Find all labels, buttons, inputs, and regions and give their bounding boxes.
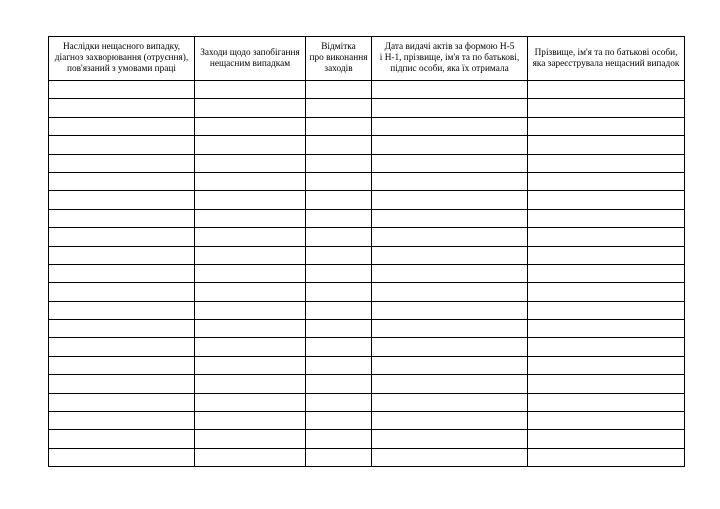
table-cell <box>528 301 685 319</box>
table-cell <box>372 117 528 135</box>
table-cell <box>372 99 528 117</box>
table-cell <box>528 283 685 301</box>
table-cell <box>306 301 372 319</box>
table-cell <box>306 191 372 209</box>
column-header-prevention-measures: Заходи щодо запобігання нещасним випадкам <box>195 37 306 81</box>
table-cell <box>306 99 372 117</box>
table-cell <box>49 99 195 117</box>
table-cell <box>195 412 306 430</box>
table-cell <box>372 228 528 246</box>
table-cell <box>306 246 372 264</box>
table-cell <box>49 228 195 246</box>
table-row <box>49 338 685 356</box>
table-cell <box>195 228 306 246</box>
table-cell <box>306 81 372 99</box>
table-row <box>49 81 685 99</box>
column-header-act-issue-date: Дата видачі актів за формою Н-5 і Н-1, прізвище, ім'я та по батькові, підпис особи, яка їх отримала <box>372 37 528 81</box>
table-cell <box>528 191 685 209</box>
table-cell <box>49 81 195 99</box>
table-cell <box>528 246 685 264</box>
table-row <box>49 117 685 135</box>
column-header-completion-mark: Відмітка про виконання заходів <box>306 37 372 81</box>
table-cell <box>372 209 528 227</box>
table-cell <box>372 448 528 466</box>
table-cell <box>195 338 306 356</box>
table-cell <box>528 264 685 282</box>
table-row <box>49 412 685 430</box>
table-cell <box>195 375 306 393</box>
table-cell <box>528 393 685 411</box>
table-cell <box>49 430 195 448</box>
table-cell <box>306 117 372 135</box>
table-cell <box>49 172 195 190</box>
table-cell <box>528 448 685 466</box>
table-cell <box>306 209 372 227</box>
table-cell <box>49 136 195 154</box>
table-body <box>49 81 685 467</box>
table-cell <box>372 81 528 99</box>
table-cell <box>528 117 685 135</box>
table-cell <box>372 191 528 209</box>
table-row <box>49 172 685 190</box>
table-cell <box>528 136 685 154</box>
table-cell <box>195 301 306 319</box>
table-cell <box>49 301 195 319</box>
table-cell <box>372 430 528 448</box>
table-cell <box>195 448 306 466</box>
table-cell <box>372 246 528 264</box>
table-cell <box>528 338 685 356</box>
table-cell <box>372 301 528 319</box>
table-cell <box>195 136 306 154</box>
table-cell <box>49 448 195 466</box>
table-cell <box>49 393 195 411</box>
table-cell <box>195 99 306 117</box>
table-cell <box>49 338 195 356</box>
table-cell <box>306 136 372 154</box>
table-cell <box>372 283 528 301</box>
table-cell <box>195 393 306 411</box>
table-cell <box>306 283 372 301</box>
table-cell <box>49 356 195 374</box>
table-row <box>49 375 685 393</box>
table-cell <box>372 154 528 172</box>
table-row <box>49 320 685 338</box>
table-cell <box>528 172 685 190</box>
table-cell <box>306 228 372 246</box>
table-cell <box>195 264 306 282</box>
table-cell <box>372 172 528 190</box>
table-cell <box>49 191 195 209</box>
table-cell <box>528 209 685 227</box>
table-cell <box>195 209 306 227</box>
table-cell <box>195 430 306 448</box>
table-cell <box>306 393 372 411</box>
table-cell <box>49 320 195 338</box>
table-row <box>49 228 685 246</box>
column-header-registrar-name: Прізвище, ім'я та по батькові особи, яка зареєструвала нещасний випадок <box>528 37 685 81</box>
table-cell <box>195 117 306 135</box>
table-row <box>49 209 685 227</box>
table-cell <box>195 191 306 209</box>
table-row <box>49 246 685 264</box>
incident-journal-table <box>48 36 685 467</box>
table-cell <box>306 375 372 393</box>
table-row <box>49 99 685 117</box>
table-cell <box>306 448 372 466</box>
table-cell <box>49 264 195 282</box>
table-cell <box>195 172 306 190</box>
table-cell <box>306 356 372 374</box>
table-cell <box>49 209 195 227</box>
table-cell <box>195 320 306 338</box>
table-cell <box>49 375 195 393</box>
table-cell <box>306 172 372 190</box>
table-cell <box>306 320 372 338</box>
table-row <box>49 154 685 172</box>
table-cell <box>49 283 195 301</box>
table-cell <box>372 264 528 282</box>
table-row <box>49 430 685 448</box>
table-cell <box>372 412 528 430</box>
table-cell <box>372 375 528 393</box>
table-cell <box>372 356 528 374</box>
table-cell <box>372 393 528 411</box>
table-cell <box>528 320 685 338</box>
table-row <box>49 264 685 282</box>
table-cell <box>372 320 528 338</box>
table-cell <box>49 246 195 264</box>
table-row <box>49 448 685 466</box>
table-row <box>49 283 685 301</box>
table-cell <box>528 99 685 117</box>
table-cell <box>528 356 685 374</box>
table-cell <box>49 412 195 430</box>
table-cell <box>306 264 372 282</box>
table-row <box>49 356 685 374</box>
table-header-row <box>49 37 685 81</box>
table-cell <box>528 154 685 172</box>
table-cell <box>528 81 685 99</box>
table-cell <box>528 430 685 448</box>
table-cell <box>372 136 528 154</box>
table-cell <box>306 412 372 430</box>
table-cell <box>195 356 306 374</box>
table-cell <box>195 246 306 264</box>
column-header-consequences: Наслідки нещасного випадку, діагноз захворювання (отруєння), пов'язаний з умовами праці <box>49 37 195 81</box>
table-row <box>49 191 685 209</box>
table-cell <box>528 228 685 246</box>
table-cell <box>195 283 306 301</box>
table-row <box>49 301 685 319</box>
table-cell <box>49 154 195 172</box>
table-cell <box>306 430 372 448</box>
table-cell <box>372 338 528 356</box>
table-cell <box>306 338 372 356</box>
table-row <box>49 393 685 411</box>
table-cell <box>195 81 306 99</box>
table-cell <box>528 375 685 393</box>
table-cell <box>306 154 372 172</box>
table-cell <box>528 412 685 430</box>
table-cell <box>49 117 195 135</box>
table-cell <box>195 154 306 172</box>
table-row <box>49 136 685 154</box>
